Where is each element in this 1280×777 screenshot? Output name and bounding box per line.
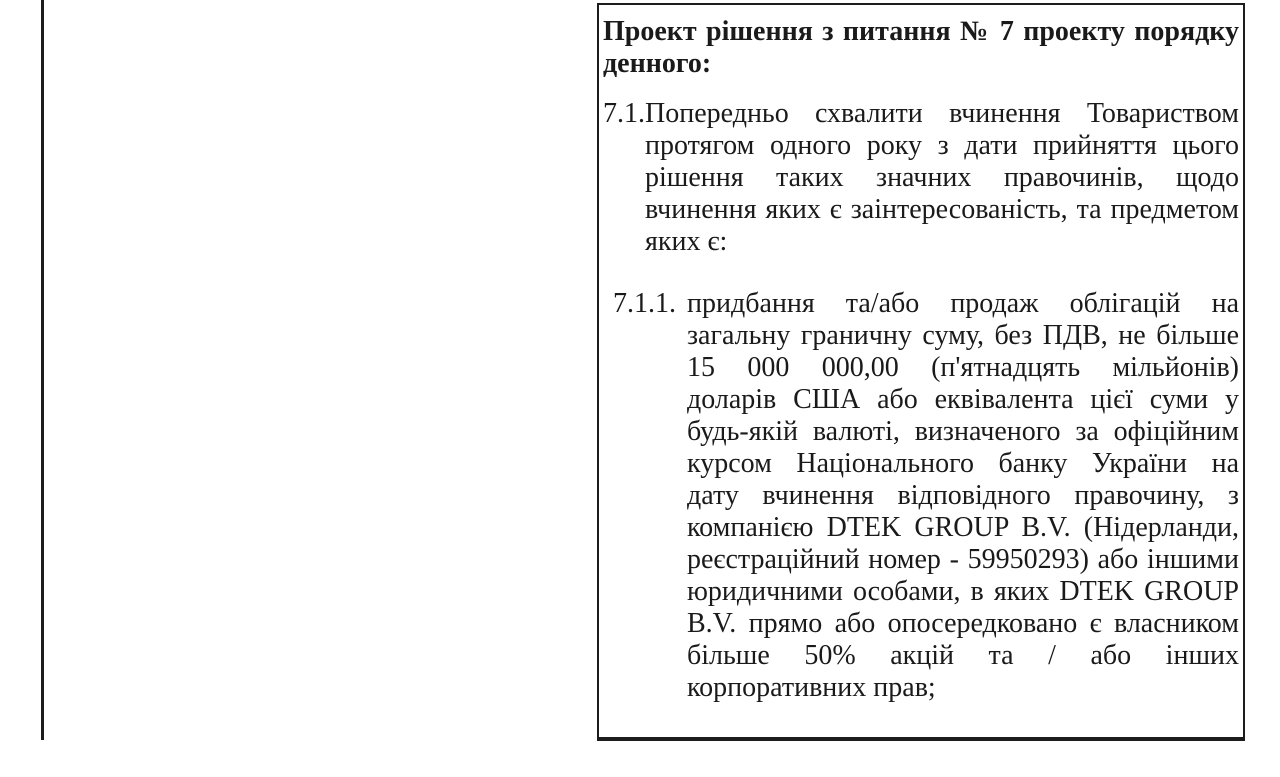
decision-heading — [603, 16, 1239, 80]
decision-box — [597, 3, 1245, 741]
clause-line: будь-якій валюті, визначеного за офіційним — [687, 416, 1239, 447]
clause-line: компанією DTEK GROUP B.V. (Нідерланди, — [687, 512, 1239, 543]
clause-line: корпоративних прав; — [687, 672, 936, 703]
clause-line: курсом Національного банку України на — [687, 448, 1239, 479]
clause-number: 7.1.1. — [613, 288, 676, 319]
clause-number: 7.1. — [603, 98, 645, 129]
clause-line: більше 50% акцій та / або інших — [687, 640, 1239, 671]
clause-7-1-1-text — [687, 288, 1239, 704]
clause-line: 15 000 000,00 (п'ятнадцять мільйонів) — [687, 352, 1239, 383]
clause-line: реєстраційний номер - 59950293) або іншими — [687, 544, 1239, 575]
heading-line: Проект рішення з питання № 7 проекту порядку — [603, 16, 1239, 47]
clause-line: дату вчинення відповідного правочину, з — [687, 480, 1239, 511]
clause-line: юридичними особами, в яких DTEK GROUP — [687, 576, 1239, 607]
clause-line: яких є: — [645, 226, 728, 257]
clause-line: придбання та/або продаж облігацій на — [687, 288, 1239, 319]
clause-7-1 — [603, 98, 1239, 258]
clause-line: загальну граничну суму, без ПДВ, не більше — [687, 320, 1239, 351]
clause-7-1-1 — [603, 288, 1239, 704]
clause-7-1-text — [645, 98, 1239, 258]
clause-line: вчинення яких є заінтересованість, та предметом — [645, 194, 1239, 225]
table-left-border — [41, 0, 44, 740]
heading-line: денного: — [603, 48, 712, 79]
clause-line: B.V. прямо або опосередковано є власником — [687, 608, 1239, 639]
clause-line: доларів США або еквівалента цієї суми у — [687, 384, 1239, 415]
clause-line: протягом одного року з дати прийняття цього — [645, 130, 1239, 161]
clause-line: рішення таких значних правочинів, щодо — [645, 162, 1239, 193]
clause-line: Попередньо схвалити вчинення Товариством — [645, 98, 1239, 129]
